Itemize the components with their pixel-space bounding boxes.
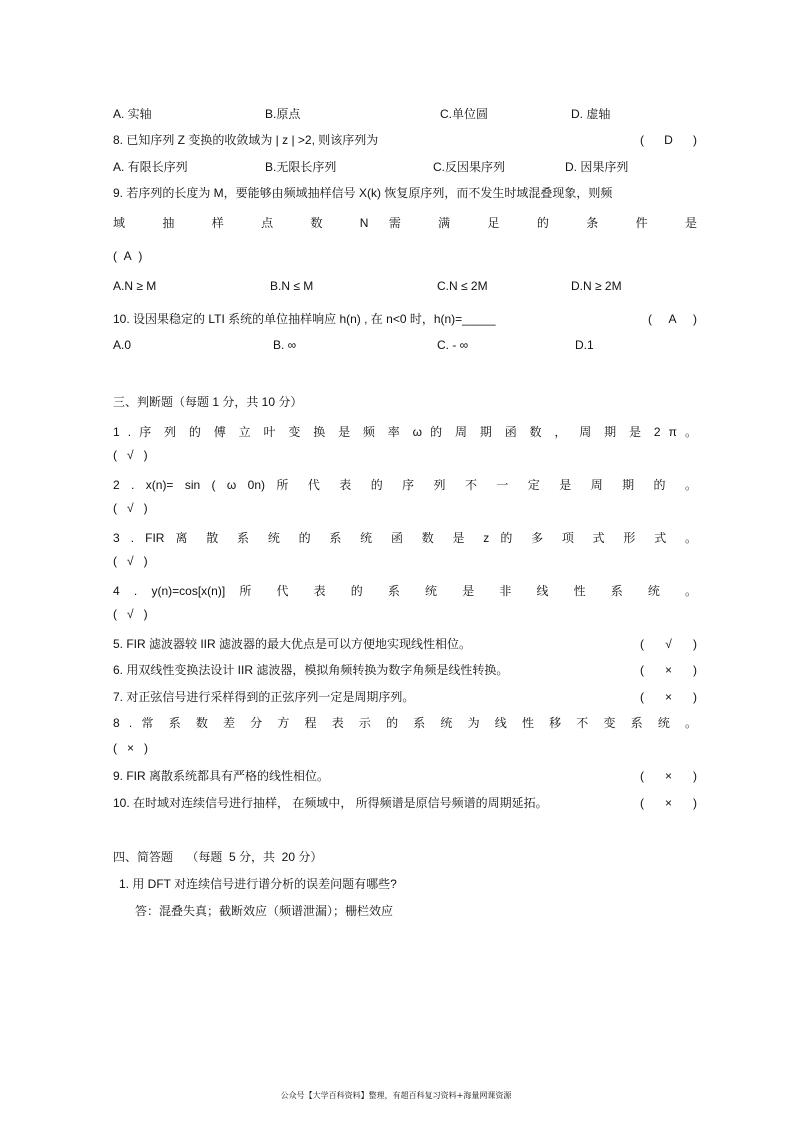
tf-item-2: 2 . x(n)= sin ( ω 0n) 所 代 表 的 序 列 不 一 定 是 周 期 的 。 (113, 478, 697, 492)
q8-answer: ( D ) (640, 133, 697, 147)
tf-item-8-mark: ( × ) (113, 741, 149, 755)
tf-item-10-answer: ( × ) (640, 796, 697, 810)
tf-item-6-answer: ( × ) (640, 663, 697, 677)
tf-item-3: 3 . FIR 离 散 系 统 的 系 统 函 数 是 z 的 多 项 式 形 式 。 (113, 531, 697, 545)
q9-option-a: A.N ≥ M (113, 279, 157, 293)
tf-item-4: 4 . y(n)=cos[x(n)] 所 代 表 的 系 统 是 非 线 性 系 统 。 (113, 584, 697, 598)
q10-option-d: D.1 (575, 338, 594, 352)
tf-item-7-answer: ( × ) (640, 690, 697, 704)
section4-a1: 答：混叠失真；截断效应（频谱泄漏）；栅栏效应 (135, 904, 394, 918)
q10-text: 10. 设因果稳定的 LTI 系统的单位抽样响应 h(n) , 在 n<0 时，h(n)=_____ (113, 312, 496, 326)
q8-option-c: C.反因果序列 (433, 160, 506, 174)
tf-item-6: 6. 用双线性变换法设计 IIR 滤波器，模拟角频转换为数字角频是线性转换。 (113, 663, 509, 677)
q10-option-c: C. - ∞ (437, 338, 469, 352)
q9-option-c: C.N ≤ 2M (437, 279, 488, 293)
q10-option-b: B. ∞ (273, 338, 297, 352)
q10-option-a: A.0 (113, 338, 132, 352)
tf-item-2-mark: ( √ ) (113, 501, 148, 515)
tf-item-9-answer: ( × ) (640, 769, 697, 783)
q8-option-a: A. 有限长序列 (113, 160, 188, 174)
tf-item-3-mark: ( √ ) (113, 554, 148, 568)
q10-answer: ( A ) (648, 312, 697, 326)
tf-item-5: 5. FIR 滤波器较 IIR 滤波器的最大优点是可以方便地实现线性相位。 (113, 637, 472, 651)
q8-option-b: B.无限长序列 (265, 160, 337, 174)
q9-answer: ( A ) (113, 249, 143, 263)
section3-title: 三、判断题（每题 1 分，共 10 分） (113, 395, 303, 409)
tf-item-5-answer: ( √ ) (640, 637, 697, 651)
q7-option-b: B.原点 (265, 107, 301, 121)
q9-option-b: B.N ≤ M (270, 279, 314, 293)
tf-item-10: 10. 在时域对连续信号进行抽样， 在频域中， 所得频谱是原信号频谱的周期延拓。 (113, 796, 548, 810)
q9-line1: 9. 若序列的长度为 M，要能够由频域抽样信号 X(k) 恢复原序列，而不发生时域混叠现象，则频 (113, 186, 613, 200)
tf-item-4-mark: ( √ ) (113, 607, 148, 621)
tf-item-1-mark: ( √ ) (113, 448, 148, 462)
q7-option-d: D. 虚轴 (571, 107, 611, 121)
q9-line2: 域 抽 样 点 数 N 需 满 足 的 条 件 是 (113, 216, 697, 230)
tf-item-7: 7. 对正弦信号进行采样得到的正弦序列一定是周期序列。 (113, 690, 415, 704)
section4-title: 四、简答题 （每题 5 分，共 20 分） (113, 850, 323, 864)
q8-option-d: D. 因果序列 (565, 160, 629, 174)
tf-item-9: 9. FIR 离散系统都具有严格的线性相位。 (113, 769, 330, 783)
tf-item-8: 8 . 常 系 数 差 分 方 程 表 示 的 系 统 为 线 性 移 不 变 系 统 。 (113, 716, 697, 730)
q9-option-d: D.N ≥ 2M (571, 279, 622, 293)
q8-text: 8. 已知序列 Z 变换的收敛域为 | z | >2, 则该序列为 (113, 133, 379, 147)
q7-option-c: C.单位圆 (440, 107, 489, 121)
tf-item-1: 1 . 序 列 的 傅 立 叶 变 换 是 频 率 ω 的 周 期 函 数 ， 周 期 是 2 π 。 (113, 425, 697, 439)
section4-q1: 1. 用 DFT 对连续信号进行谱分析的误差问题有哪些? (119, 877, 397, 891)
q7-option-a: A. 实轴 (113, 107, 152, 121)
page-footer: 公众号【大学百科资料】整理，有超百科复习资料+海量网课资源 (280, 1091, 512, 1100)
